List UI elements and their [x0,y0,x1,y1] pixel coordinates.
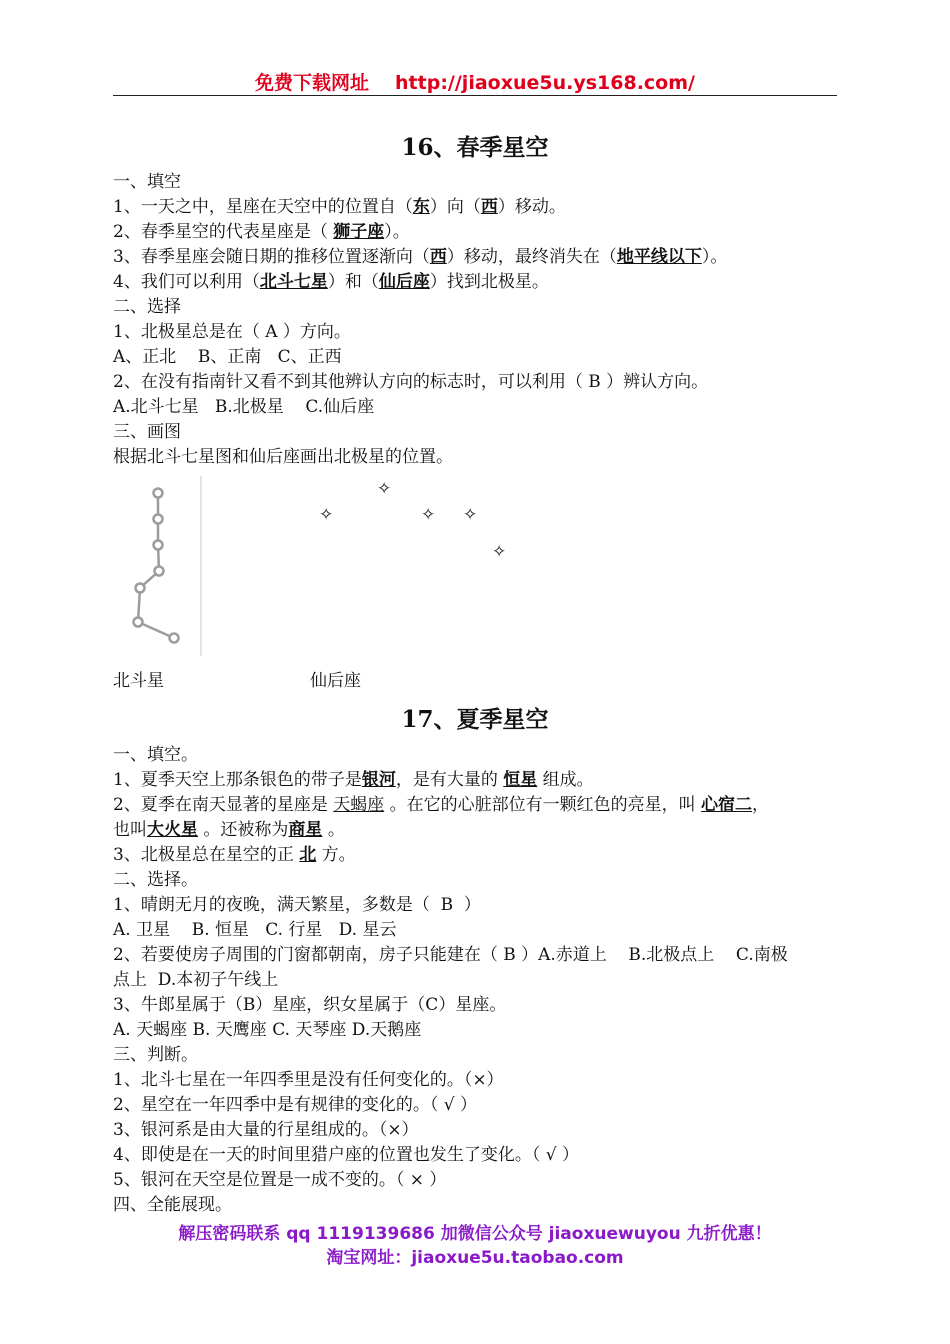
answer: 西 [429,247,447,267]
s16-draw-instruction: 根据北斗七星图和仙后座画出北极星的位置。 [113,447,453,467]
answer: 银河 [361,770,396,790]
s17-heading-fill: 一、填空。 [113,745,198,765]
s16-q1: 1、一天之中，星座在天空中的位置自（东）向（西）移动。 [113,197,566,217]
dipper-star [155,567,164,576]
s17-choice-1-options: A. 卫星 B. 恒星 C. 行星 D. 星云 [113,920,397,940]
header-url-link[interactable]: http://jiaoxue5u.ys168.com/ [395,72,695,94]
answer: 北 [299,845,317,865]
dipper-star [154,515,163,524]
answer: 地平线以下 [616,247,702,267]
answer: 北斗七星 [259,272,328,292]
label-big-dipper: 北斗星 [113,671,164,691]
s17-judge-2: 2、星空在一年四季中是有规律的变化的。（ √ ） [113,1095,477,1115]
answer: 仙后座 [378,272,430,292]
s17-fill-2-cont: 也叫大火星 。还被称为商星 。 [113,820,345,840]
answer: 西 [480,197,498,217]
s17-judge-1: 1、北斗七星在一年四季里是没有任何变化的。（×） [113,1070,504,1090]
section-17-title: 17、夏季星空 [401,706,549,733]
s17-judge-3: 3、银河系是由大量的行星组成的。（×） [113,1120,419,1140]
answer: 天蝎座 [333,795,385,815]
s17-judge-5: 5、银河在天空是位置是一成不变的。（ × ） [113,1170,447,1190]
dipper-star [170,634,179,643]
s16-choice-1: 1、北极星总是在（ A ）方向。 [113,322,351,342]
cassiopeia-star-icon: ✧ [319,505,334,525]
answer: 商星 [288,820,323,840]
answer: 狮子座 [333,222,385,242]
s16-heading-fill: 一、填空 [113,172,181,192]
s16-choice-1-options: A、正北 B、正南 C、正西 [113,347,342,367]
s17-fill-1: 1、夏季天空上那条银色的带子是银河，是有大量的 恒星 组成。 [113,770,594,790]
section-16-title: 16、春季星空 [401,134,549,161]
s17-choice-2-cont: 点上 D.本初子午线上 [113,970,279,990]
s17-heading-choice: 二、选择。 [113,870,198,890]
cassiopeia-star-icon: ✧ [421,505,436,525]
s17-fill-2: 2、夏季在南天显著的星座是 天蝎座 。在它的心脏部位有一颗红色的亮星，叫 心宿二， [113,795,770,815]
answer: 心宿二 [701,795,753,815]
cassiopeia-star-icon: ✧ [492,542,507,562]
big-dipper-diagram [113,474,205,658]
answer: 东 [412,197,430,217]
s17-judge-4: 4、即使是在一天的时间里猎户座的位置也发生了变化。（ √ ） [113,1145,579,1165]
s16-q3: 3、春季星座会随日期的推移位置逐渐向（西）移动，最终消失在（地平线以下）。 [113,247,728,267]
s17-choice-3-options: A. 天蝎座 B. 天鹰座 C. 天琴座 D.天鹅座 [113,1020,422,1040]
answer: 恒星 [503,770,538,790]
footer-taobao-link[interactable]: 淘宝网址：jiaoxue5u.taobao.com [326,1248,624,1268]
answer: 大火星 [147,820,198,840]
label-cassiopeia: 仙后座 [310,671,361,691]
s17-heading-judge: 三、判断。 [113,1045,198,1065]
cassiopeia-star-icon: ✧ [463,505,478,525]
cassiopeia-star-icon: ✧ [377,479,392,499]
header-divider [113,95,837,96]
s16-choice-2: 2、在没有指南针又看不到其他辨认方向的标志时，可以利用（ B ）辨认方向。 [113,372,709,392]
s16-heading-choice: 二、选择 [113,297,181,317]
s17-choice-1: 1、晴朗无月的夜晚，满天繁星，多数是（ B ） [113,895,481,915]
s17-choice-2: 2、若要使房子周围的门窗都朝南，房子只能建在（ B ）A.赤道上 B.北极点上 C.南极 [113,945,788,965]
s16-q2: 2、春季星空的代表星座是（ 狮子座）。 [113,222,410,242]
footer-contact: 解压密码联系 qq 1119139686 加微信公众号 jiaoxuewuyou 九折优惠！ [178,1224,772,1244]
s17-heading-showcase: 四、全能展现。 [113,1195,232,1215]
dipper-star [154,541,163,550]
s16-heading-draw: 三、画图 [113,422,181,442]
s16-q4: 4、我们可以利用（北斗七星）和（仙后座）找到北极星。 [113,272,549,292]
download-header [0,68,950,95]
dipper-star [134,618,143,627]
s17-fill-3: 3、北极星总在星空的正 北 方。 [113,845,356,865]
s17-choice-3: 3、牛郎星属于（B）星座，织女星属于（C）星座。 [113,995,507,1015]
header-label: 免费下载网址 [255,72,370,94]
s16-choice-2-options: A.北斗七星 B.北极星 C.仙后座 [113,397,375,417]
dipper-star [136,584,145,593]
dipper-star [154,489,163,498]
